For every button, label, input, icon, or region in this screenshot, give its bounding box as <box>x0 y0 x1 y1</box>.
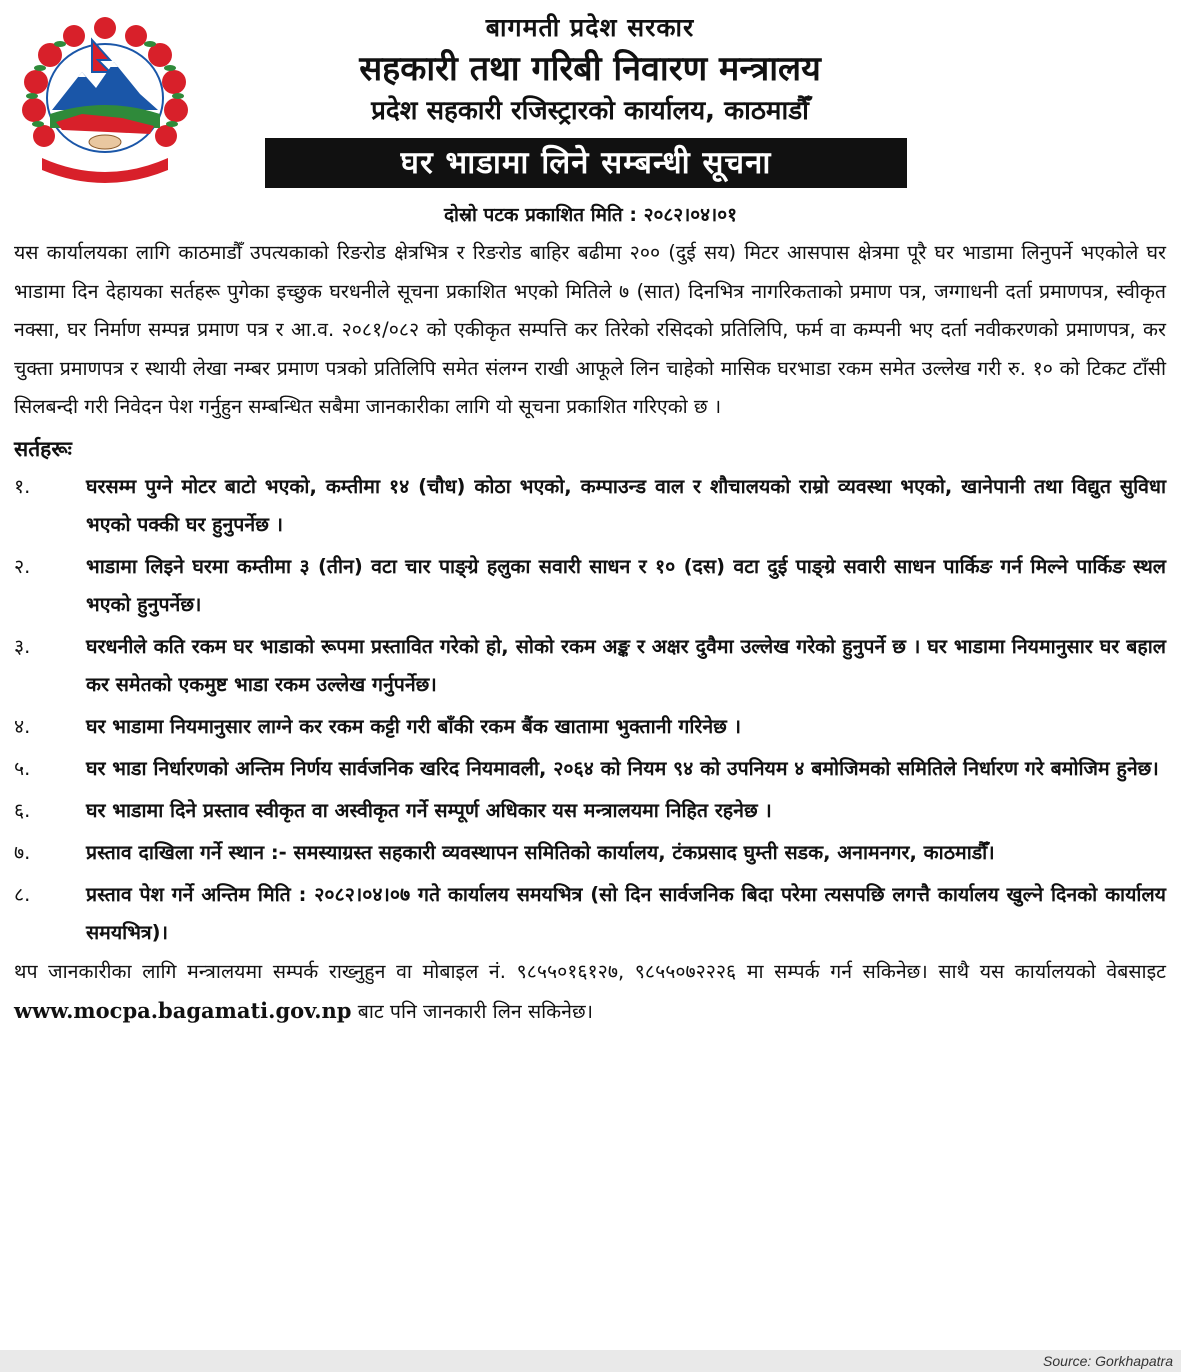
condition-text: घरधनीले कति रकम घर भाडाको रूपमा प्रस्तावित गरेको हो, सोको रकम अङ्क र अक्षर दुवैमा उल्लेख गरेको हुनुपर्ने छ । घर भाडामा नियमानुसार घर बहाल कर समेतको एकमुष्ट भाडा रकम उल्लेख गर्नुपर्नेछ। <box>86 634 1166 696</box>
government-name: बागमती प्रदेश सरकार <box>485 13 695 42</box>
conditions-heading: सर्तहरूः <box>14 436 72 461</box>
nepal-emblem-icon <box>12 10 198 184</box>
publication-date: दोस्रो पटक प्रकाशित मिति : २०८२।०४।०१ <box>443 204 738 226</box>
condition-item <box>14 792 1166 830</box>
condition-number: २. <box>14 554 31 578</box>
source-bar <box>0 1350 1181 1372</box>
condition-item <box>14 708 1166 746</box>
ministry-name: सहकारी तथा गरिबी निवारण मन्त्रालय <box>359 49 821 89</box>
condition-number: ६. <box>14 798 31 822</box>
condition-text: घरसम्म पुग्ने मोटर बाटो भएको, कम्तीमा १४ (चौध) कोठा भएको, कम्पाउन्ड वाल र शौचालयको राम्रो व्यवस्था भएको, खानेपानी तथा विद्युत सुविधा भएको पक्की घर हुनुपर्नेछ । <box>86 474 1166 536</box>
condition-number: ७. <box>14 840 31 864</box>
notice-title: घर भाडामा लिने सम्बन्धी सूचना <box>265 138 907 188</box>
condition-item <box>14 750 1166 788</box>
condition-item <box>14 834 1166 872</box>
condition-item <box>14 548 1166 624</box>
condition-text: प्रस्ताव पेश गर्ने अन्तिम मिति : २०८२।०४।०७ गते कार्यालय समयभित्र (सो दिन सार्वजनिक बिदा परेमा त्यसपछि लगत्तै कार्यालय खुल्ने दिनको कार्यालय समयभित्र)। <box>86 882 1166 944</box>
condition-text: घर भाडामा दिने प्रस्ताव स्वीकृत वा अस्वीकृत गर्ने सम्पूर्ण अधिकार यस मन्त्रालयमा निहित रहनेछ । <box>86 798 772 822</box>
condition-number: ५. <box>14 756 31 780</box>
contact-text-end: बाट पनि जानकारी लिन सकिनेछ। <box>357 999 594 1023</box>
source-credit: Source: Gorkhapatra <box>1043 1353 1173 1369</box>
intro-paragraph: यस कार्यालयका लागि काठमाडौँ उपत्यकाको रिङरोड क्षेत्रभित्र र रिङरोड बाहिर बढीमा २०० (दुई सय) मिटर आसपास क्षेत्रमा पूरै घर भाडामा लिनुपर्ने भएकोले घर भाडामा दिन देहायका सर्तहरू पुगेका इच्छुक घरधनीले सूचना प्रकाशित भएको मितिले ७ (सात) दिनभित्र नागरिकताको प्रमाण पत्र, जग्गाधनी दर्ता प्रमाणपत्र, स्वीकृत नक्सा, घर निर्माण सम्पन्न प्रमाण पत्र र आ.व. २०८१/०८२ को एकीकृत सम्पत्ति कर तिरेको रसिदको प्रतिलिपि, फर्म वा कम्पनी भए दर्ता नवीकरणको प्रमाणपत्र, कर चुक्ता प्रमाणपत्र र स्थायी लेखा नम्बर प्रमाण पत्रको प्रतिलिपि समेत संलग्न राखी आफूले लिन चाहेको मासिक घरभाडा रकम समेत उल्लेख गरी रु. १० को टिकट टाँसी सिलबन्दी गरी निवेदन पेश गर्नुहुन सम्बन्धित सबैमा जानकारीका लागि यो सूचना प्रकाशित गरिएको छ । <box>14 241 1166 418</box>
condition-item <box>14 876 1166 952</box>
condition-item <box>14 628 1166 704</box>
contact-text: थप जानकारीका लागि मन्त्रालयमा सम्पर्क राख्नुहुन वा मोबाइल नं. ९८५५०१६१२७, ९८५५०७२२२६ मा सम्पर्क गर्न सकिनेछ। साथै यस कार्यालयको वेबसाइट <box>14 959 1166 983</box>
condition-text: घर भाडा निर्धारणको अन्तिम निर्णय सार्वजनिक खरिद नियमावली, २०६४ को नियम ९४ को उपनियम ४ बमोजिमको समितिले निर्धारण गरे बमोजिम हुनेछ। <box>86 756 1159 780</box>
conditions-list <box>14 468 1166 952</box>
condition-number: ३. <box>14 634 31 658</box>
website-link[interactable]: www.mocpa.bagamati.gov.np <box>14 997 352 1023</box>
contact-paragraph <box>14 952 1166 1031</box>
notice-body <box>14 234 1166 1031</box>
condition-text: घर भाडामा नियमानुसार लाग्ने कर रकम कट्टी गरी बाँकी रकम बैंक खातामा भुक्तानी गरिनेछ । <box>86 714 742 738</box>
office-name: प्रदेश सहकारी रजिस्ट्रारको कार्यालय, काठमाडौँ <box>371 96 809 126</box>
condition-text: भाडामा लिइने घरमा कम्तीमा ३ (तीन) वटा चार पाङ्ग्रे हलुका सवारी साधन र १० (दस) वटा दुई पाङ्ग्रे सवारी साधन पार्किङ गर्न मिल्ने पार्किङ स्थल भएको हुनुपर्नेछ। <box>86 554 1166 616</box>
condition-item <box>14 468 1166 544</box>
condition-number: ८. <box>14 882 31 906</box>
condition-number: ४. <box>14 714 31 738</box>
condition-number: १. <box>14 474 31 498</box>
condition-text: प्रस्ताव दाखिला गर्ने स्थान :- समस्याग्रस्त सहकारी व्यवस्थापन समितिको कार्यालय, टंकप्रसाद घुम्ती सडक, अनामनगर, काठमाडौँ। <box>86 840 995 864</box>
notice-header <box>200 10 980 130</box>
